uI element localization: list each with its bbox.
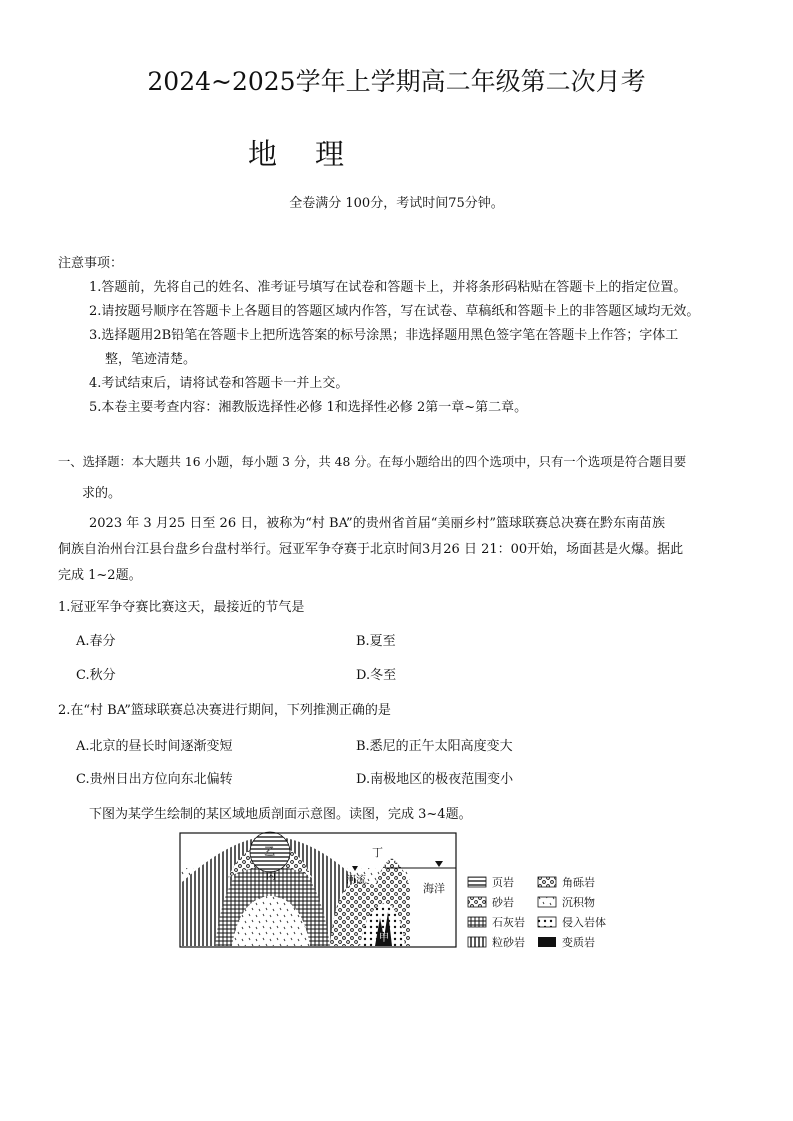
legend-swatch-intrusion bbox=[538, 917, 556, 927]
label-bing: 丙 bbox=[266, 871, 276, 882]
exam-title: 2024~2025学年上学期高二年级第二次月考 bbox=[147, 67, 646, 96]
legend-swatch-limestone bbox=[468, 917, 486, 927]
legend-swatch-gritstone bbox=[468, 937, 486, 947]
notice-item-4: 4.考试结束后，请将试卷和答题卡一并上交。 bbox=[89, 376, 349, 391]
notice-item-1: 1.答题前，先将自己的姓名、准考证号填写在试卷和答题卡上，并将条形码粘贴在答题卡上的指定位置。 bbox=[89, 280, 687, 295]
section-heading: 一、选择题：本大题共 16 小题，每小题 3 分，共 48 分。在每小题给出的四个选项中，只有一个选项是符合题目要 bbox=[58, 455, 687, 469]
legend-swatch-shale bbox=[468, 877, 486, 887]
legend-swatch-sediment bbox=[538, 897, 556, 907]
label-ding: 丁 bbox=[372, 846, 383, 859]
legend bbox=[468, 875, 606, 949]
label-sea: 海洋 bbox=[423, 882, 445, 895]
legend-swatch-sandstone bbox=[468, 897, 486, 907]
notice-item-2: 2.请按题号顺序在答题卡上各题目的答题区域内作答，写在试卷、草稿纸和答题卡上的非答题区域均无效。 bbox=[89, 304, 700, 319]
label-jia: 甲 bbox=[379, 933, 389, 944]
question-1-option-a[interactable]: A.春分 bbox=[76, 634, 116, 649]
notice-heading: 注意事项： bbox=[58, 256, 124, 271]
legend-breccia: 角砾岩 bbox=[562, 876, 595, 889]
legend-sandstone: 砂岩 bbox=[492, 896, 514, 909]
question-2-option-d[interactable]: D.南极地区的极夜范围变小 bbox=[356, 772, 514, 787]
passage-line-3: 完成 1~2题。 bbox=[58, 568, 142, 583]
subject-char-2: 理 bbox=[315, 137, 347, 171]
question-1-option-c[interactable]: C.秋分 bbox=[76, 668, 116, 683]
legend-swatch-metamorphic bbox=[538, 937, 556, 947]
question-2-stem: 2.在“村 BA”篮球联赛总决赛进行期间，下列推测正确的是 bbox=[58, 703, 391, 718]
legend-sediment: 沉积物 bbox=[562, 896, 595, 909]
passage-line-1: 2023 年 3 月25 日至 26 日，被称为“村 BA”的贵州省首届“美丽乡村”篮球联赛总决赛在黔东南苗族 bbox=[89, 516, 665, 531]
figure-intro: 下图为某学生绘制的某区域地质剖面示意图。读图，完成 3~4题。 bbox=[89, 807, 472, 822]
label-yi: 乙 bbox=[264, 845, 275, 858]
legend-gritstone: 粒砂岩 bbox=[492, 936, 525, 949]
question-1-option-d[interactable]: D.冬至 bbox=[356, 668, 397, 683]
subject-title bbox=[248, 132, 382, 173]
notice-item-3-cont: 整，笔迹清楚。 bbox=[105, 352, 197, 367]
legend-limestone: 石灰岩 bbox=[492, 916, 525, 929]
legend-shale: 页岩 bbox=[492, 876, 514, 889]
passage-line-2: 侗族自治州台江县台盘乡台盘村举行。冠亚军争夺赛于北京时间3月26 日 21：00开始，场面甚是火爆。据此 bbox=[58, 542, 684, 557]
notice-item-5: 5.本卷主要考查内容：湘教版选择性必修 1和选择性必修 2第一章~第二章。 bbox=[89, 400, 528, 415]
geologic-cross-section-figure bbox=[170, 828, 610, 958]
question-2-option-c[interactable]: C.贵州日出方位向东北偏转 bbox=[76, 772, 233, 787]
label-river: 河流 bbox=[346, 875, 366, 886]
question-1-option-b[interactable]: B.夏至 bbox=[356, 634, 396, 649]
legend-metamorphic: 变质岩 bbox=[562, 936, 595, 949]
legend-swatch-breccia bbox=[538, 877, 556, 887]
legend-intrusion: 侵入岩体 bbox=[562, 916, 606, 929]
notice-item-3: 3.选择题用2B铅笔在答题卡上把所选答案的标号涂黑；非选择题用黑色签字笔在答题卡上作答；字体工 bbox=[89, 328, 679, 343]
question-2-option-b[interactable]: B.悉尼的正午太阳高度变大 bbox=[356, 739, 513, 754]
exam-info: 全卷满分 100分，考试时间75分钟。 bbox=[289, 196, 504, 211]
question-1-stem: 1.冠亚军争夺赛比赛这天，最接近的节气是 bbox=[58, 600, 305, 615]
subject-char-1: 地 bbox=[248, 137, 280, 171]
section-heading-cont: 求的。 bbox=[82, 486, 122, 501]
question-2-option-a[interactable]: A.北京的昼长时间逐渐变短 bbox=[76, 739, 233, 754]
